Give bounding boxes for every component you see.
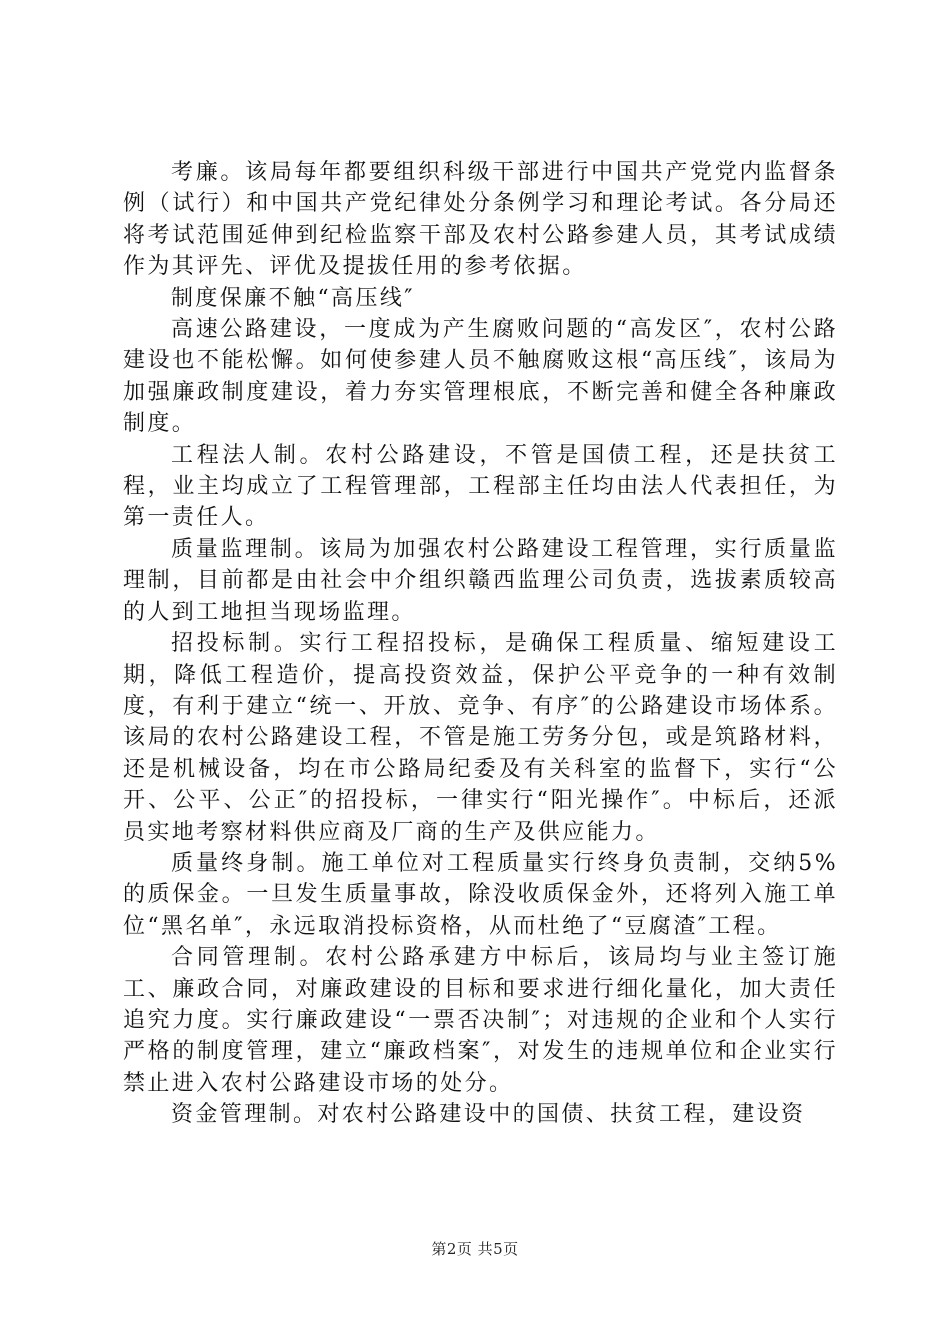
document-body	[123, 157, 838, 1131]
section-heading-zhidu-baolian: 制度保廉不触“高压线″	[171, 285, 415, 311]
paragraph-zhiliang-jianli: 质量监理制。该局为加强农村公路建设工程管理，实行质量监理制，目前都是由社会中介组织赣西监理公司负责，选拔素质较高的人到工地担当现场监理。	[123, 536, 838, 625]
paragraph-zijin-guanli: 资金管理制。对农村公路建设中的国债、扶贫工程，建设资	[171, 1102, 806, 1128]
paragraph-gongcheng-faren: 工程法人制。农村公路建设，不管是国债工程，还是扶贫工程，业主均成立了工程管理部，工程部主任均由法人代表担任，为第一责任人。	[123, 442, 838, 531]
paragraph-zhaotoubiao: 招投标制。实行工程招投标，是确保工程质量、缩短建设工期，降低工程造价，提高投资效益，保护公平竞争的一种有效制度，有利于建立“统一、开放、竞争、有序″的公路建设市场体系。该局的农村公路建设工程，不管是施工劳务分包，或是筑路材料，还是机械设备，均在市公路局纪委及有关科室的监督下，实行“公开、公平、公正″的招投标，一律实行“阳光操作″。中标后，还派员实地考察材料供应商及厂商的生产及供应能力。	[123, 631, 838, 845]
paragraph-zhiliang-zhongshen: 质量终身制。施工单位对工程质量实行终身负责制，交纳5%的质保金。一旦发生质量事故，除没收质保金外，还将列入施工单位“黑名单″，永远取消投标资格，从而杜绝了“豆腐渣″工程。	[123, 850, 838, 939]
page-number-footer: 第2页 共5页	[431, 1240, 519, 1258]
paragraph-hetong-guanli: 合同管理制。农村公路承建方中标后，该局均与业主签订施工、廉政合同，对廉政建设的目标和要求进行细化量化，加大责任追究力度。实行廉政建设“一票否决制″；对违规的企业和个人实行严格的制度管理，建立“廉政档案″，对发生的违规单位和企业实行禁止进入农村公路建设市场的处分。	[123, 945, 838, 1096]
paragraph-gaosu-gonglu: 高速公路建设，一度成为产生腐败问题的“高发区″，农村公路建设也不能松懈。如何使参建人员不触腐败这根“高压线″，该局为加强廉政制度建设，着力夯实管理根底，不断完善和健全各种廉政制度。	[123, 317, 838, 437]
paragraph-kaolian: 考廉。该局每年都要组织科级干部进行中国共产党党内监督条例（试行）和中国共产党纪律处分条例学习和理论考试。各分局还将考试范围延伸到纪检监察干部及农村公路参建人员，其考试成绩作为其评先、评优及提拔任用的参考依据。	[123, 160, 838, 280]
